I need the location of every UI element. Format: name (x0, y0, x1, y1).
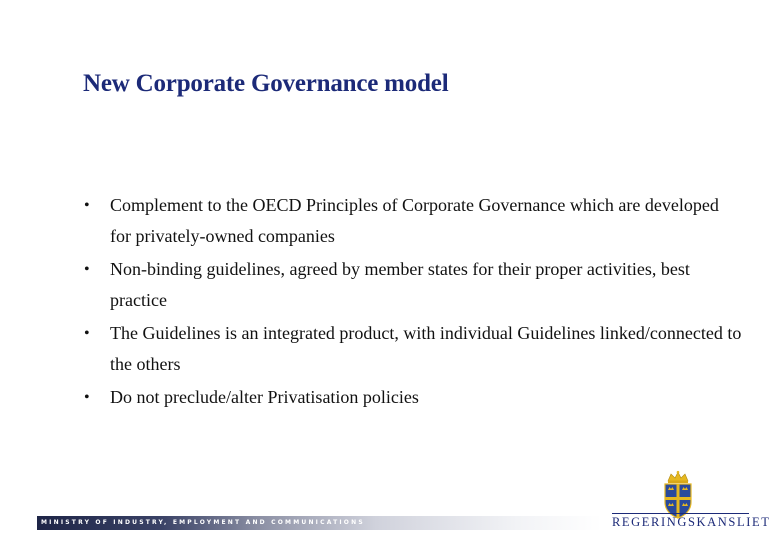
bullet-list (84, 190, 744, 415)
ministry-name: MINISTRY OF INDUSTRY, EMPLOYMENT AND COMMUNICATIONS (41, 519, 365, 526)
bullet-text: Complement to the OECD Principles of Corporate Governance which are developed for privately-owned companies (110, 195, 719, 246)
regeringskansliet-logo-text: REGERINGSKANSLIET (612, 515, 771, 529)
slide-title: New Corporate Governance model (83, 70, 449, 97)
bullet-text: The Guidelines is an integrated product, with individual Guidelines linked/connected to the others (110, 323, 742, 374)
bullet-marker: • (84, 197, 90, 214)
logo-rule (612, 513, 749, 514)
bullet-text: Non-binding guidelines, agreed by member states for their proper activities, best practice (110, 259, 690, 310)
bullet-item (84, 190, 744, 252)
bullet-marker: • (84, 389, 90, 406)
bullet-text: Do not preclude/alter Privatisation policies (110, 387, 419, 407)
bullet-item (84, 254, 744, 316)
bullet-item (84, 318, 744, 380)
bullet-marker: • (84, 261, 90, 278)
bullet-item (84, 382, 744, 413)
bullet-marker: • (84, 325, 90, 342)
